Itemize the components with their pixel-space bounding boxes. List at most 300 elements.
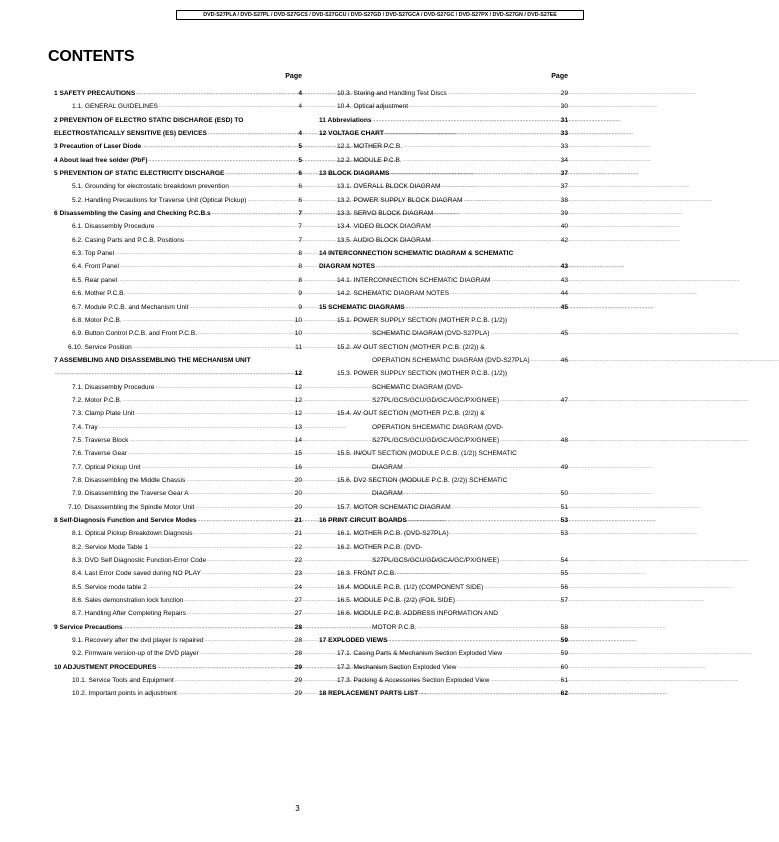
toc-entry-page: 8: [298, 276, 302, 284]
toc-entry-title: 16.3. FRONT P.C.B.: [337, 570, 397, 578]
toc-entry[interactable]: [54, 487, 302, 500]
dot-leader: [124, 621, 294, 634]
toc-entry[interactable]: [54, 647, 302, 660]
toc-entry-page: 31: [560, 116, 568, 124]
toc-entry-title: 6.8. Motor P.C.B.: [72, 316, 122, 324]
toc-entry[interactable]: [319, 194, 568, 207]
toc-entry-page: 8: [298, 250, 302, 258]
toc-entry-title: 16.1. MOTHER P.C.B. (DVD-S27PLA): [337, 530, 449, 538]
toc-entry-page: 42: [560, 236, 568, 244]
dot-leader: [376, 260, 560, 273]
dot-leader: [403, 154, 560, 167]
toc-entry[interactable]: [319, 220, 568, 233]
dot-leader: [419, 687, 559, 700]
toc-entry-title: 7.7. Optical Pickup Unit: [72, 463, 141, 471]
toc-entry-page: 22: [294, 543, 302, 551]
dot-leader: [123, 394, 294, 407]
toc-entry-title: 6.6. Mother P.C.B.: [72, 290, 126, 298]
toc-entry-title: 12 VOLTAGE CHART: [319, 130, 384, 138]
toc-entry[interactable]: [54, 421, 302, 434]
toc-entry-title: 8.1. Optical Pickup Breakdown Diagnosis: [72, 530, 193, 538]
toc-entry-page: 20: [294, 490, 302, 498]
toc-entry-title: 6.2. Casing Parts and P.C.B. Positions: [72, 236, 185, 244]
toc-entry[interactable]: [319, 421, 568, 434]
toc-entry[interactable]: [54, 220, 302, 233]
dot-leader: [408, 514, 560, 527]
dot-leader: [531, 354, 560, 367]
toc-entry-title: 16.4. MODULE P.C.B. (1/2) (COMPONENT SIDE): [337, 583, 484, 591]
dot-leader: [142, 461, 294, 474]
toc-entry[interactable]: [54, 674, 302, 687]
toc-entry-page: 45: [560, 330, 568, 338]
toc-entry-title: 8.3. DVD Self Diagnostic Function-Error Code: [72, 557, 207, 565]
toc-entry-title: 9.2. Firmware version-up of the DVD player: [72, 650, 199, 658]
toc-entry-page: 60: [560, 663, 568, 671]
toc-entry-title: 13.1. OVERALL BLOCK DIAGRAM: [337, 183, 441, 191]
toc-entry[interactable]: [54, 474, 302, 487]
toc-entry[interactable]: [319, 301, 568, 314]
toc-entry-title: 7.5. Traverse Block: [72, 436, 129, 444]
toc-entry-page: 6: [298, 170, 302, 178]
toc-entry[interactable]: [54, 621, 302, 634]
model-list: DVD-S27PLA / DVD-S27PL / DVD-S27GCS / DVD-S27GCU / DVD-S27GD / DVD-S27GCA / DVD-S27GC / DVD-S27PX / DVD-S27GN / DVD-S27EE: [203, 12, 557, 18]
toc-entry-page: 4: [298, 130, 302, 138]
toc-entry-title: 10.1. Service Tools and Equipment: [72, 677, 174, 685]
model-header: [176, 10, 584, 20]
dot-leader: [207, 554, 294, 567]
dot-leader: [187, 607, 294, 620]
toc-entry-title: 10 ADJUSTMENT PROCEDURES: [54, 663, 157, 671]
toc-entry-page: 55: [560, 570, 568, 578]
toc-entry[interactable]: [54, 207, 302, 220]
dot-leader: [500, 394, 560, 407]
dot-leader: [157, 661, 293, 674]
toc-entry-title: 7.8. Disassembling the Middle Chassis: [72, 476, 186, 484]
toc-entry-page: 20: [294, 476, 302, 484]
toc-entry[interactable]: [319, 541, 568, 554]
dot-leader: [202, 567, 294, 580]
toc-entry[interactable]: [319, 260, 568, 273]
toc-entry-title: 8 Self-Diagnosis Function and Service Modes: [54, 517, 197, 524]
toc-entry-title: 7.10. Disassembling the Spindle Motor Unit: [68, 503, 195, 511]
toc-entry[interactable]: [319, 247, 568, 260]
toc-entry-page: 10: [294, 330, 302, 338]
toc-entry-page: 59: [560, 650, 568, 658]
toc-entry-title: 7 ASSEMBLING AND DISASSEMBLING THE MECHANISM UNIT: [54, 356, 251, 364]
toc-entry-title: 5.2. Handling Precautions for Traverse Unit (Optical Pickup): [72, 196, 247, 204]
toc-entry-title: 7.6. Traverse Gear: [72, 450, 127, 458]
toc-entry-page: 27: [294, 610, 302, 618]
toc-entry-page: 61: [560, 677, 568, 685]
toc-entry[interactable]: [54, 554, 302, 567]
dot-leader: [205, 634, 294, 647]
toc-entry[interactable]: [54, 140, 302, 153]
toc-entry-title: DIAGRAM NOTES: [319, 263, 376, 271]
dot-leader: [452, 501, 560, 514]
toc-entry[interactable]: [319, 554, 568, 567]
dot-leader: [133, 341, 294, 354]
toc-entry-title: 16.5. MODULE P.C.B. (2/2) (FOIL SIDE): [337, 597, 455, 605]
toc-entry-page: 33: [560, 143, 568, 151]
toc-entry[interactable]: [319, 434, 568, 447]
toc-entry[interactable]: [54, 314, 302, 327]
toc-entry-title: 15.1. POWER SUPPLY SECTION (MOTHER P.C.B. (1/2)): [337, 316, 508, 324]
dot-leader: [403, 140, 560, 153]
toc-entry-page: 39: [560, 210, 568, 218]
toc-entry-title: DIAGRAM: [372, 463, 403, 471]
dot-leader: [128, 447, 294, 460]
toc-entry-title: 6.1. Disassembly Procedure: [72, 223, 155, 231]
toc-entry-page: 5: [298, 156, 302, 164]
dot-leader: [195, 501, 293, 514]
toc-entry-page: 9: [298, 303, 302, 311]
dot-leader: [99, 421, 294, 434]
dot-leader: [175, 674, 294, 687]
toc-entry[interactable]: [54, 234, 302, 247]
dot-leader: [404, 461, 560, 474]
dot-leader: [432, 220, 560, 233]
toc-entry-title: 15.2. AV OUT SECTION (MOTHER P.C.B. (2/2)) &: [337, 343, 485, 351]
toc-entry-title: 13.3. SERVO BLOCK DIAGRAM: [337, 210, 434, 218]
toc-entry[interactable]: [319, 461, 568, 474]
dot-leader: [490, 327, 559, 340]
toc-entry[interactable]: [319, 661, 568, 674]
toc-entry-title: 13.2. POWER SUPPLY BLOCK DIAGRAM: [337, 196, 463, 204]
toc-entry[interactable]: [319, 341, 568, 354]
toc-entry-title: 15.5. IN/OUT SECTION (MODULE P.C.B. (1/2)) SCHEMATIC: [337, 450, 517, 458]
dot-leader: [118, 274, 297, 287]
toc-entry[interactable]: [319, 621, 568, 634]
dot-leader: [500, 434, 560, 447]
toc-entry-page: 22: [294, 557, 302, 565]
toc-entry[interactable]: [319, 567, 568, 580]
toc-entry-title: 15.6. DV2 SECTION (MODULE P.C.B. (2/2)) SCHEMATIC: [337, 476, 508, 484]
toc-entry[interactable]: [54, 381, 302, 394]
toc-entry[interactable]: [319, 180, 568, 193]
toc-entry[interactable]: [319, 674, 568, 687]
toc-entry-title: 8.7. Handling After Completing Repairs: [72, 610, 186, 618]
toc-entry-title: 13.4. VIDEO BLOCK DIAGRAM: [337, 223, 431, 231]
toc-entry-title: 5.1. Grounding for electrostatic breakdown prevention: [72, 183, 229, 191]
toc-entry-page: 62: [560, 690, 568, 698]
toc-entry[interactable]: [319, 114, 568, 127]
dot-leader: [129, 434, 293, 447]
toc-entry-title: 11 Abbreviations: [319, 116, 372, 124]
toc-entry-page: 12: [294, 410, 302, 418]
toc-entry[interactable]: [54, 594, 302, 607]
dot-leader: [406, 301, 560, 314]
toc-entry-page: 53: [560, 517, 568, 524]
toc-entry-title: 14.1. INTERCONNECTION SCHEMATIC DIAGRAM: [337, 276, 491, 284]
toc-entry[interactable]: [319, 354, 568, 367]
toc-entry[interactable]: [54, 447, 302, 460]
toc-entry-title: 14 INTERCONNECTION SCHEMATIC DIAGRAM & SCHEMATIC: [319, 250, 514, 258]
toc-entry[interactable]: [319, 634, 568, 647]
page-title: CONTENTS: [48, 48, 135, 65]
toc-entry-page: 7: [298, 223, 302, 231]
toc-entry[interactable]: [54, 154, 302, 167]
toc-entry-page: 21: [294, 530, 302, 538]
toc-entry[interactable]: [319, 167, 568, 180]
dot-leader: [404, 487, 560, 500]
dot-leader: [389, 634, 560, 647]
toc-entry[interactable]: [319, 474, 568, 487]
toc-entry-title: 8.4. Last Error Code saved during NO PLAY: [72, 570, 201, 578]
toc-entry-page: 9: [298, 290, 302, 298]
toc-entry-page: 11: [295, 343, 302, 351]
toc-list-right: [319, 87, 568, 701]
dot-leader: [491, 274, 559, 287]
toc-entry[interactable]: [319, 687, 568, 700]
page-column-label: Page: [551, 73, 568, 80]
toc-entry-page: 37: [560, 183, 568, 191]
toc-entry[interactable]: [54, 501, 302, 514]
toc-entry[interactable]: [319, 394, 568, 407]
toc-entry[interactable]: [54, 247, 302, 260]
toc-entry[interactable]: [54, 301, 302, 314]
toc-entry-page: 7: [298, 236, 302, 244]
toc-entry-title: 3 Precaution of Laser Diode: [54, 143, 142, 151]
toc-entry-page: 6: [298, 183, 302, 191]
toc-entry[interactable]: [319, 647, 568, 660]
toc-entry-title: DIAGRAM: [372, 490, 403, 498]
toc-entry-title: 6.3. Top Panel: [72, 250, 115, 258]
toc-entry-title: 4 About lead free solder (PbF): [54, 156, 148, 164]
toc-entry-page: 46: [560, 356, 568, 364]
toc-entry-page: 28: [294, 650, 302, 658]
toc-entry-page: 28: [294, 623, 302, 631]
toc-column-right: [319, 72, 568, 701]
dot-leader: [441, 180, 559, 193]
toc-entry[interactable]: [319, 581, 568, 594]
toc-entry[interactable]: [54, 634, 302, 647]
toc-entry-page: 21: [294, 517, 302, 524]
dot-leader: [190, 487, 294, 500]
toc-entry-title: 15 SCHEMATIC DIAGRAMS: [319, 303, 405, 311]
dot-leader: [135, 407, 293, 420]
dot-leader: [126, 287, 297, 300]
toc-entry-page: 8: [298, 263, 302, 271]
toc-entry-title: 6.9. Button Control P.C.B. and Front P.C.B.: [72, 330, 198, 338]
toc-entry-title: 6.4. Front Panel: [72, 263, 119, 271]
toc-entry-title: 8.5. Service mode table 2: [72, 583, 147, 591]
toc-entry-page: 40: [560, 223, 568, 231]
toc-entry[interactable]: [54, 527, 302, 540]
dot-leader: [409, 100, 560, 113]
dot-leader: [432, 234, 560, 247]
toc-entry-page: 5: [298, 143, 302, 151]
toc-entry[interactable]: [319, 487, 568, 500]
dot-leader: [503, 647, 559, 660]
dot-leader: [159, 100, 297, 113]
toc-entry[interactable]: [54, 394, 302, 407]
toc-entry-title: 1 SAFETY PRECAUTIONS: [54, 90, 136, 97]
toc-entry-title: 7.9. Disassembling the Traverse Gear A: [72, 490, 189, 498]
toc-entry-title: 15.4. AV OUT SECTION (MOTHER P.C.B. (2/2)) &: [337, 410, 485, 418]
dot-leader: [198, 327, 294, 340]
toc-entry[interactable]: [54, 274, 302, 287]
toc-entry[interactable]: [54, 461, 302, 474]
dot-leader: [149, 541, 294, 554]
toc-entry[interactable]: [319, 407, 568, 420]
toc-entry[interactable]: [54, 341, 302, 354]
dot-leader: [385, 127, 560, 140]
toc-entry-title: 6 Disassembling the Casing and Checking P.C.B.s: [54, 210, 211, 218]
toc-entry-title: 16.6. MODULE P.C.B. ADDRESS INFORMATION AND: [337, 610, 498, 618]
toc-entry[interactable]: [319, 327, 568, 340]
dot-leader: [212, 207, 298, 220]
dot-leader: [142, 140, 297, 153]
toc-entry-page: 44: [560, 290, 568, 298]
toc-entry[interactable]: [54, 127, 302, 140]
toc-entry[interactable]: [54, 167, 302, 180]
toc-entry-title: 17 EXPLODED VIEWS: [319, 637, 388, 645]
toc-entry[interactable]: [54, 661, 302, 674]
toc-entry-title: OPERATION SHCEMATIC DIAGRAM (DVD-: [372, 423, 504, 431]
toc-entry[interactable]: [54, 180, 302, 193]
toc-entry[interactable]: [54, 407, 302, 420]
toc-entry[interactable]: [319, 594, 568, 607]
toc-entry-page: 34: [560, 156, 568, 164]
toc-entry[interactable]: [54, 87, 302, 100]
dot-leader: [450, 527, 560, 540]
dot-leader: [185, 234, 297, 247]
toc-entry-title: SCHEMATIC DIAGRAM (DVD-: [372, 383, 464, 391]
toc-entry[interactable]: [319, 140, 568, 153]
dot-leader: [390, 167, 559, 180]
toc-entry-title: 17.1. Casing Parts & Mechanism Section Exploded View: [337, 650, 503, 658]
toc-entry-title: 6.10. Service Position: [68, 343, 132, 351]
toc-entry[interactable]: [54, 327, 302, 340]
dot-leader: [115, 247, 297, 260]
toc-entry[interactable]: [319, 527, 568, 540]
dot-leader: [456, 594, 560, 607]
toc-entry[interactable]: [54, 687, 302, 700]
toc-entry-title: 7.4. Tray: [72, 423, 98, 431]
toc-entry-title: 17.3. Packing & Accessories Section Exploded View: [337, 677, 490, 685]
toc-entry[interactable]: [54, 194, 302, 207]
toc-entry-title: 12.2. MODULE P.C.B.: [337, 156, 402, 164]
toc-entry-page: 47: [560, 396, 568, 404]
toc-entry-title: 6.7. Module P.C.B. and Mechanism Unit: [72, 303, 189, 311]
toc-entry[interactable]: [54, 434, 302, 447]
dot-leader: [148, 581, 294, 594]
toc-entry-title: 1.1. GENERAL GUIDELINES: [72, 103, 158, 111]
toc-entry[interactable]: [319, 127, 568, 140]
toc-entry-title: 15.7. MOTOR SCHEMATIC DIAGRAM: [337, 503, 451, 511]
dot-leader: [178, 687, 294, 700]
toc-entry-page: 24: [294, 583, 302, 591]
toc-entry-page: 29: [560, 90, 568, 97]
toc-entry[interactable]: [54, 100, 302, 113]
dot-leader: [397, 567, 560, 580]
dot-leader: [450, 287, 560, 300]
toc-entry[interactable]: [319, 447, 568, 460]
toc-entry[interactable]: [319, 274, 568, 287]
toc-entry-title: 7.1. Disassembly Procedure: [72, 383, 155, 391]
toc-entry[interactable]: [319, 607, 568, 620]
dot-leader: [457, 661, 559, 674]
toc-entry-page: 45: [560, 303, 568, 311]
dot-leader: [186, 474, 293, 487]
dot-leader: [434, 207, 559, 220]
toc-entry-page: 29: [294, 663, 302, 671]
toc-entry[interactable]: [54, 567, 302, 580]
toc-entry[interactable]: [54, 260, 302, 273]
toc-entry-page: 12: [294, 396, 302, 404]
toc-entry[interactable]: [54, 607, 302, 620]
toc-entry[interactable]: [54, 541, 302, 554]
toc-entry-title: 8.2. Service Mode Table 1: [72, 543, 149, 551]
toc-entry-page: 20: [294, 503, 302, 511]
toc-entry-page: 57: [560, 597, 568, 605]
toc-entry-title: S27PL/GCS/GCU/GD/GCA/GC/PX/GN/EE): [372, 396, 500, 404]
toc-entry-page: 12: [294, 383, 302, 391]
toc-entry-page: 48: [560, 436, 568, 444]
toc-entry-title: 10.4. Optical adjustment: [337, 103, 409, 111]
page-number: 3: [295, 804, 300, 813]
dot-leader: [500, 554, 560, 567]
toc-entry-title: 17.2. Mechanism Section Exploded View: [337, 663, 457, 671]
toc-entry[interactable]: [319, 154, 568, 167]
dot-leader: [189, 301, 297, 314]
toc-entry-page: 4: [298, 103, 302, 111]
dot-leader: [490, 674, 559, 687]
dot-leader: [194, 527, 294, 540]
toc-column-left: [54, 72, 302, 701]
toc-entry[interactable]: [319, 314, 568, 327]
toc-entry-page: 38: [560, 196, 568, 204]
toc-entry[interactable]: [319, 87, 568, 100]
toc-entry-page: 27: [294, 597, 302, 605]
toc-entry[interactable]: [319, 514, 568, 527]
dot-leader: [155, 381, 293, 394]
toc-entry[interactable]: [319, 234, 568, 247]
toc-entry[interactable]: [54, 581, 302, 594]
toc-entry-title: 5 PREVENTION OF STATIC ELECTRICITY DISCHARGE: [54, 170, 225, 178]
page-column-label: Page: [285, 73, 302, 80]
toc-entry-title: ELECTROSTATICALLY SENSITIVE (ES) DEVICES: [54, 130, 207, 138]
toc-entry[interactable]: [54, 114, 302, 127]
toc-entry-title: 2 PREVENTION OF ELECTRO STATIC DISCHARGE (ESD) TO: [54, 116, 244, 124]
toc-entry-page: 51: [560, 503, 568, 511]
dot-leader: [225, 167, 297, 180]
toc-entry[interactable]: [54, 367, 302, 380]
toc-entry[interactable]: [319, 381, 568, 394]
toc-entry-title: 9 Service Precautions: [54, 623, 123, 631]
toc-entry-page: 23: [294, 570, 302, 578]
dot-leader: [208, 127, 297, 140]
dot-leader: [448, 87, 560, 100]
toc-entry-page: 53: [560, 530, 568, 538]
toc-entry-page: 30: [560, 103, 568, 111]
toc-entry[interactable]: [319, 367, 568, 380]
toc-entry-title: 7.2. Motor P.C.B.: [72, 396, 122, 404]
toc-entry[interactable]: [319, 501, 568, 514]
toc-entry-title: 15.3. POWER SUPPLY SECTION (MOTHER P.C.B. (1/2)): [337, 370, 508, 378]
toc-entry[interactable]: [319, 207, 568, 220]
toc-entry-page: 13: [294, 423, 302, 431]
dot-leader: [200, 647, 294, 660]
toc-entry-title: S27PL/GCS/GCU/GD/GCA/GC/PX/GN/EE): [372, 436, 500, 444]
toc-entry[interactable]: [54, 287, 302, 300]
toc-entry-title: 18 REPLACEMENT PARTS LIST: [319, 690, 419, 698]
toc-entry-title: 16.2. MOTHER P.C.B. (DVD-: [337, 543, 423, 551]
toc-entry[interactable]: [54, 354, 302, 367]
toc-entry[interactable]: [54, 514, 302, 527]
toc-entry[interactable]: [319, 287, 568, 300]
toc-entry[interactable]: [319, 100, 568, 113]
